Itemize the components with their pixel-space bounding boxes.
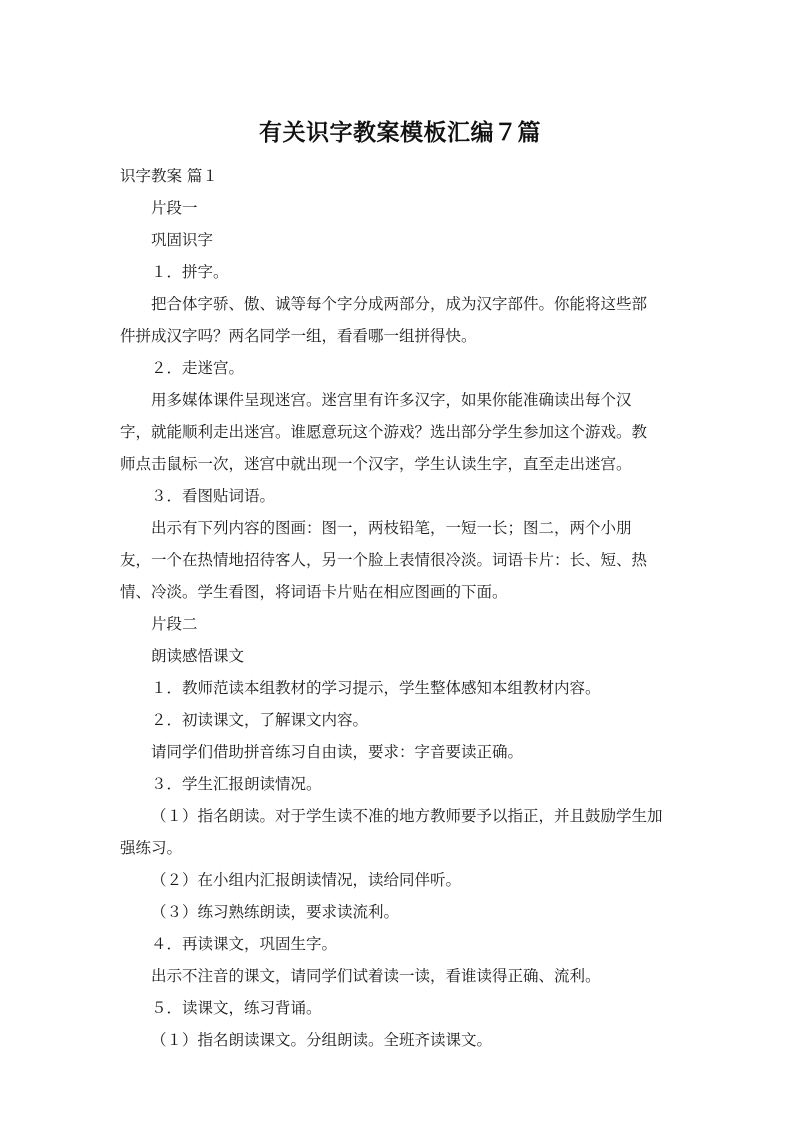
paragraph-line: 情、冷淡。学生看图，将词语卡片贴在相应图画的下面。 xyxy=(120,583,508,601)
section-heading: 识字教案 篇１ xyxy=(120,167,218,185)
paragraph-line: 把合体字骄、傲、诚等每个字分成两部分，成为汉字部件。你能将这些部 xyxy=(151,295,648,313)
paragraph-line: 片段二 xyxy=(151,615,198,633)
paragraph-line: ２．走迷宫。 xyxy=(151,359,245,377)
paragraph-line: ２．初读课文，了解课文内容。 xyxy=(151,711,369,729)
paragraph-line: （１）指名朗读。对于学生读不准的地方教师要予以指正，并且鼓励学生加 xyxy=(151,807,663,825)
paragraph-line: ４．再读课文，巩固生字。 xyxy=(151,935,338,953)
paragraph-line: 强练习。 xyxy=(120,839,183,857)
document-title: 有关识字教案模板汇编７篇 xyxy=(259,120,541,146)
paragraph-line: ３．看图贴词语。 xyxy=(151,487,276,505)
paragraph-line: ５．读课文，练习背诵。 xyxy=(151,999,322,1017)
paragraph-line: 片段一 xyxy=(151,199,198,217)
paragraph-line: 师点击鼠标一次，迷宫中就出现一个汉字，学生认读生字，直至走出迷宫。 xyxy=(120,455,632,473)
paragraph-line: 出示有下列内容的图画：图一，两枝铅笔，一短一长；图二，两个小朋 xyxy=(151,519,632,537)
paragraph-line: （３）练习熟练朗读，要求读流利。 xyxy=(151,903,400,921)
paragraph-line: 件拼成汉字吗？两名同学一组，看看哪一组拼得快。 xyxy=(120,327,477,345)
paragraph-line: 巩固识字 xyxy=(151,231,214,249)
paragraph-line: 用多媒体课件呈现迷宫。迷宫里有许多汉字，如果你能准确读出每个汉 xyxy=(151,391,632,409)
paragraph-line: （２）在小组内汇报朗读情况，读给同伴听。 xyxy=(151,871,462,889)
document-body xyxy=(120,160,680,1056)
paragraph-line: （１）指名朗读课文。分组朗读。全班齐读课文。 xyxy=(151,1031,493,1049)
paragraph-line: １．教师范读本组教材的学习提示，学生整体感知本组教材内容。 xyxy=(151,679,601,697)
paragraph-line: 请同学们借助拼音练习自由读，要求：字音要读正确。 xyxy=(151,743,524,761)
paragraph-line: 朗读感悟课文 xyxy=(151,647,245,665)
paragraph-line: 友，一个在热情地招待客人，另一个脸上表情很冷淡。词语卡片：长、短、热 xyxy=(120,551,648,569)
paragraph-line: 出示不注音的课文，请同学们试着读一读，看谁读得正确、流利。 xyxy=(151,967,601,985)
paragraph-line: ３．学生汇报朗读情况。 xyxy=(151,775,322,793)
paragraph-line: 字，就能顺利走出迷宫。谁愿意玩这个游戏？选出部分学生参加这个游戏。教 xyxy=(120,423,648,441)
paragraph-line: １．拼字。 xyxy=(151,263,229,281)
